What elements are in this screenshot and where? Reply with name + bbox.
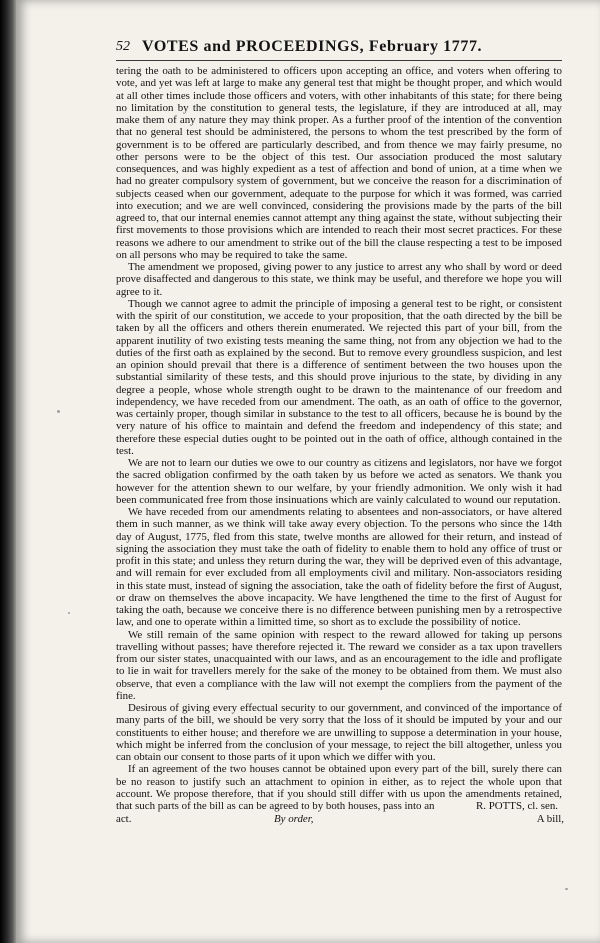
by-order: By order, (274, 813, 314, 826)
paragraph-travellers-reward: We still remain of the same opinion with respect to the reward allowed for taking up persons travelling without passes; have therefore rejected it. The reward we consider as a tax upon travellers from our sister states, unacquainted with our laws, and as an encouragement to the idle and profligate to lie in wait for travellers merely for the sake of the money to be obtained from them. We must also observe, that even a compliance with the law will not exempt the compliers from the payment of the fine. (116, 628, 562, 702)
closing-word: act. (116, 813, 132, 826)
running-head (116, 34, 562, 61)
page-number: 52 (116, 39, 130, 54)
paper-speck (57, 410, 60, 413)
paper-speck (68, 612, 70, 614)
paragraph-test-clause: tering the oath to be administered to officers upon accepting an office, and voters when offering to vote, and yet was left at large to make any general test that might be thought proper, and which would at all other times include those officers and voters, with other inhabitants of this state; for there being no limitation by the constitution to general tests, the legislature, if they are introduced at all, may make them of any nature they may think proper. As a further proof of the intention of the convention that no general test should be administered, the persons to whom the test prescribed by the form of government is to be offered are particularly described, and from thence we may fairly presume, no other persons were to be the object of this test. Our association produced the most salutary consequences, and was highly expedient as a test of affection and bond of union, at a time when we had no greater compulsory system of government, but we conceive the reason for a discrimination of subjects ceased when our government, adequate to the purpose for which it was formed, was carried into execution; and we are well convinced, considering the provisions made by the parts of the bill agreed to, that our internal enemies cannot attempt any thing against the state, without subjecting their first movements to those provisions which are intended to reach their most secret practices. For these reasons we adhere to our amendment to strike out of the bill the clause respecting a test to be imposed on all persons who may be required to take the same. (116, 65, 562, 261)
paragraph-security: Desirous of giving every effectual security to our government, and convinced of the importance of many parts of the bill, we should be very sorry that the loss of it should be imputed by your and our constituents to either house; and therefore we are unwilling to suppose a determination in your house, which might be inferred from the conclusion of your message, to reject the bill altogether, unless you can obtain our consent to those parts of it upon which we differ with you. (116, 702, 562, 763)
paragraph-agreement: If an agreement of the two houses cannot be obtained upon every part of the bill, surely there can be no reason to justify such an attachment to opinion in either, as to reject the whole upon that account. We propose therefore, that if you should still differ with us upon the amendments retained, that such parts of the bill as can be agreed to by both houses, pass into an (116, 763, 562, 812)
page-title: VOTES and PROCEEDINGS, February 1777. (142, 38, 483, 55)
paragraph-oath-of-office: Though we cannot agree to admit the principle of imposing a general test to be right, or consistent with the spirit of our constitution, we accede to your proposition, that the oath directed by the bill be taken by all the officers and others therein enumerated. We rejected this part of your bill, from the apparent inutility of two existing tests meaning the same thing, not from any objection we had to the duties of the first oath as explained by the second. But to remove every groundless suspicion, and lest an opinion should prevail that there is a difference of sentiment between the two houses upon the substantial similarity of these tests, and this should prove injurious to the state, by dividing in any degree a people, whose whole strength ought to be drawn to the maintenance of our freedom and independency, we have receded from our amendment. The oath, as an oath of office to the governor, was certainly proper, though similar in substance to the test to all officers, because he is bound by the very nature of his office to maintain and defend the freedom and independency of this state; and therefore these especial duties ought to be pointed out in the oath of office, although contained in the test. (116, 297, 562, 457)
paper-speck (565, 888, 568, 890)
document-page (16, 0, 600, 943)
page-content (116, 34, 562, 864)
catchword: A bill, (536, 813, 564, 826)
signature-row (116, 800, 564, 826)
clerk-signature: R. POTTS, cl. sen. (476, 800, 558, 813)
paragraph-justice-amendment: The amendment we proposed, giving power to any justice to arrest any who shall by word or deed prove disaffected and dangerous to this state, we think may be useful, and therefore we hope you will agree to it. (116, 261, 562, 298)
paragraph-absentees: We have receded from our amendments relating to absentees and non-associators, or have altered them in such manner, as we think will take away every objection. To the persons who since the 14th day of August, 1775, fled from this state, twelve months are allowed for their return, and instead of signing the association they must take the oath of fidelity to enable them to hold any office of trust or profit in this state; and unless they return during the war, they will be deprived even of this advantage, and will remain for ever excluded from all employments civil and military. Non-associators residing in this state must, instead of signing the association, take the oath of fidelity before the first of August, or draw on themselves the above incapacity. We have lengthened the time to the first of August for taking the oath, because we conceive there is no difference between punishing men by a retrospective law, and one to operate within a limitted time, so short as to exclude the possibility of notice. (116, 506, 562, 629)
paragraph-duties: We are not to learn our duties we owe to our country as citizens and legislators, nor have we forgot the sacred obligation confirmed by the oath taken by us before we acted as senators. We thank you however for the attention shewn to our welfare, by your friendly admonition. We only wish it had been communicated free from those insinuations which are vainly calculated to wound our reputation. (116, 457, 562, 506)
